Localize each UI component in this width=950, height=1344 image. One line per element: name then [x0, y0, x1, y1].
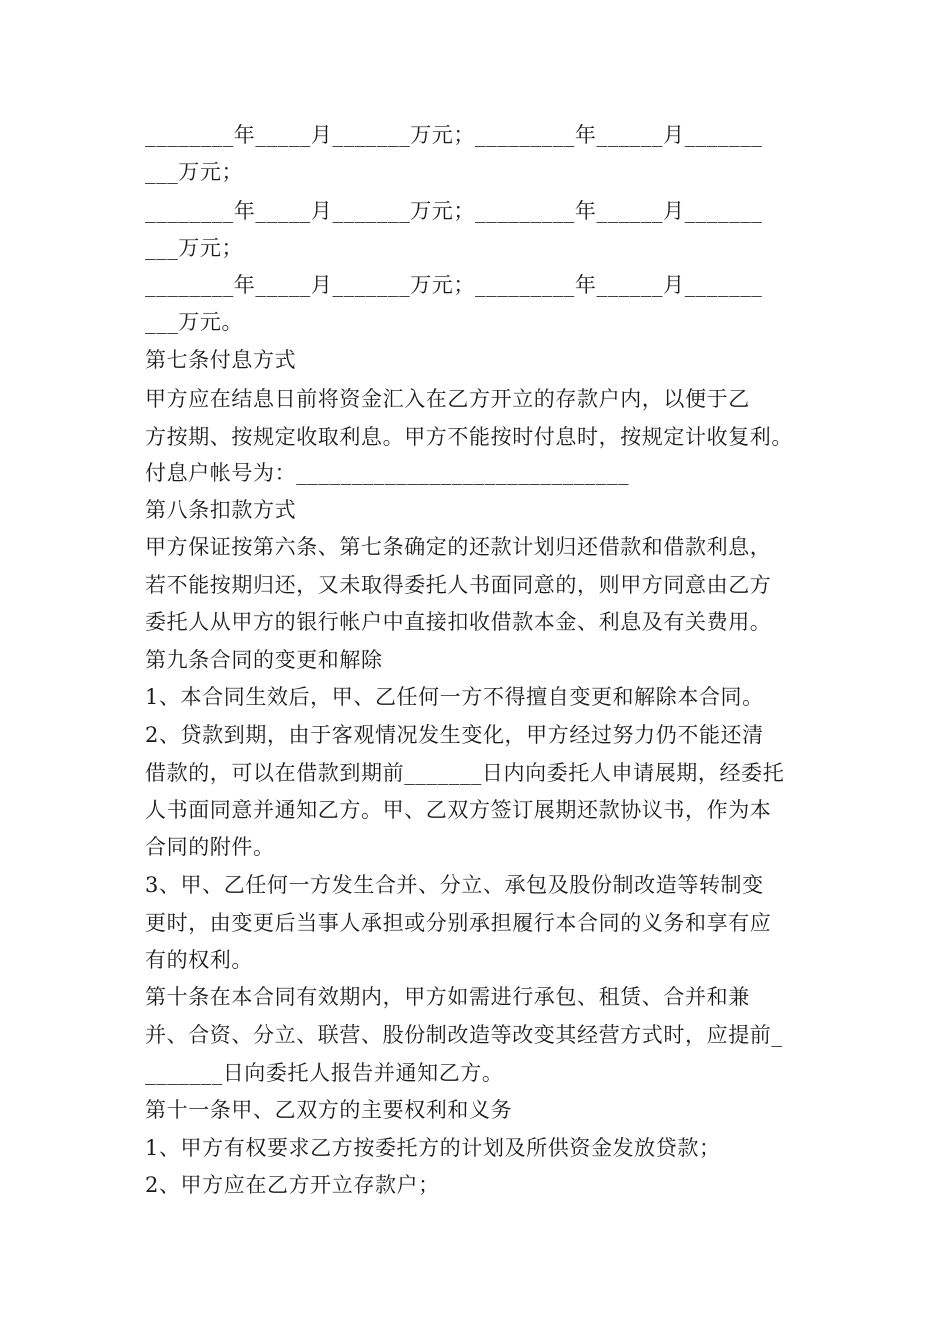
text-line: 3、甲、乙任何一方发生合并、分立、承包及股份制改造等转制变: [145, 873, 764, 897]
text-line: ___万元。: [145, 310, 244, 334]
text-line: ________年_____月_______万元；_________年______月_______: [145, 273, 763, 297]
text-line: 2、甲方应在乙方开立存款户；: [145, 1173, 440, 1197]
section-heading: 第七条付息方式: [145, 348, 297, 372]
account-number-line: 付息户帐号为：______________________________: [145, 461, 630, 485]
text-line: 合同的附件。: [145, 835, 275, 859]
section-heading: 第十一条甲、乙双方的主要权利和义务: [145, 1098, 513, 1122]
text-line: 1、甲方有权要求乙方按委托方的计划及所供资金发放贷款；: [145, 1136, 721, 1160]
text-line: _______日向委托人报告并通知乙方。: [145, 1061, 504, 1085]
text-line: ___万元；: [145, 236, 244, 260]
section-heading: 第十条在本合同有效期内，甲方如需进行承包、租赁、合并和兼: [145, 985, 750, 1009]
text-line: 借款的，可以在借款到期前_______日内向委托人申请展期，经委托: [145, 761, 785, 785]
text-line: ________年_____月_______万元；_________年______月_______: [145, 123, 763, 147]
text-line: 人书面同意并通知乙方。甲、乙双方签订展期还款协议书，作为本: [145, 798, 772, 822]
text-line: 甲方保证按第六条、第七条确定的还款计划归还借款和借款利息，: [145, 535, 772, 559]
text-line: 委托人从甲方的银行帐户中直接扣收借款本金、利息及有关费用。: [145, 610, 772, 634]
text-line: 甲方应在结息日前将资金汇入在乙方开立的存款户内，以便于乙: [145, 387, 750, 411]
text-line: 1、本合同生效后，甲、乙任何一方不得擅自变更和解除本合同。: [145, 685, 764, 709]
text-line: ___万元；: [145, 160, 244, 184]
section-heading: 第八条扣款方式: [145, 498, 297, 522]
text-line: 方按期、按规定收取利息。甲方不能按时付息时，按规定计收复利。: [145, 425, 793, 449]
text-line: 并、合资、分立、联营、股份制改造等改变其经营方式时，应提前_: [145, 1023, 783, 1047]
text-line: 更时，由变更后当事人承担或分别承担履行本合同的义务和享有应: [145, 911, 772, 935]
text-line: 有的权利。: [145, 948, 253, 972]
text-line: ________年_____月_______万元；_________年______月_______: [145, 199, 763, 223]
text-line: 若不能按期归还，又未取得委托人书面同意的，则甲方同意由乙方: [145, 573, 772, 597]
section-heading: 第九条合同的变更和解除: [145, 648, 383, 672]
text-line: 2、贷款到期，由于客观情况发生变化，甲方经过努力仍不能还清: [145, 723, 764, 747]
